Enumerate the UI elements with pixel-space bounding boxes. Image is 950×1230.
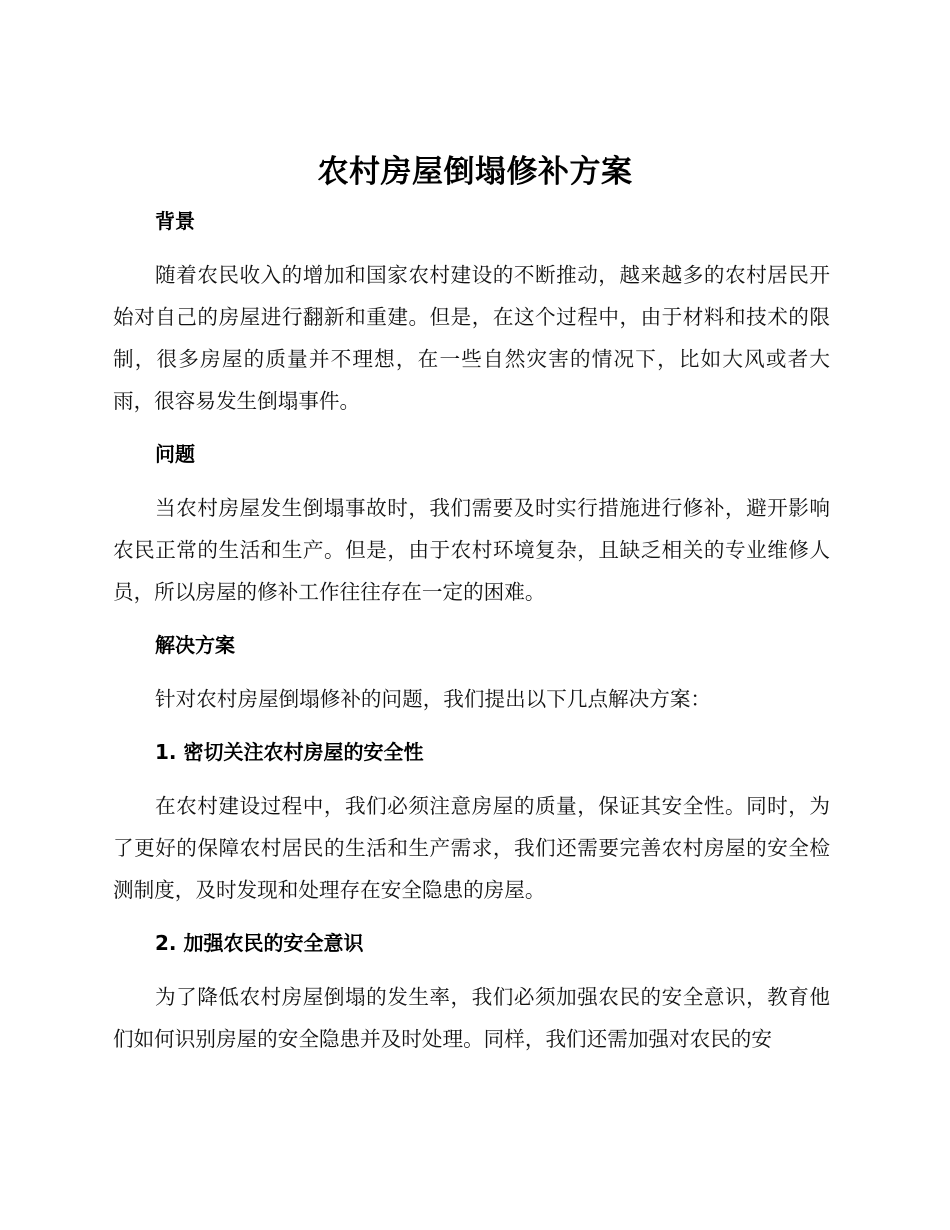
section-heading: 2. 加强农民的安全意识 — [155, 931, 364, 955]
section-paragraph: 为了降低农村房屋倒塌的发生率，我们必须加强农民的安全意识，教育他们如何识别房屋的安全隐患并及时处理。同样，我们还需加强对农民的安 — [113, 985, 830, 1051]
section-heading: 1. 密切关注农村房屋的安全性 — [155, 740, 424, 764]
section-problem — [113, 434, 830, 625]
section-paragraph: 针对农村房屋倒塌修补的问题，我们提出以下几点解决方案： — [155, 687, 712, 711]
section-heading: 问题 — [155, 442, 195, 466]
section-background — [113, 201, 830, 434]
section-paragraph: 当农村房屋发生倒塌事故时，我们需要及时实行措施进行修补，避开影响农民正常的生活和生产。但是，由于农村环境复杂，且缺乏相关的专业维修人员，所以房屋的修补工作往往存在一定的困难。 — [113, 496, 830, 604]
section-heading: 解决方案 — [155, 633, 235, 657]
document-body — [113, 201, 830, 1060]
section-heading: 背景 — [155, 209, 195, 233]
section-solution-2 — [113, 923, 830, 1060]
document-title: 农村房屋倒塌修补方案 — [317, 154, 633, 190]
section-paragraph: 在农村建设过程中，我们必须注意房屋的质量，保证其安全性。同时，为了更好的保障农村居民的生活和生产需求，我们还需要完善农村房屋的安全检测制度，及时发现和处理存在安全隐患的房屋。 — [113, 794, 830, 902]
section-paragraph: 随着农民收入的增加和国家农村建设的不断推动，越来越多的农村居民开始对自己的房屋进行翻新和重建。但是，在这个过程中，由于材料和技术的限制，很多房屋的质量并不理想，在一些自然灾害的情况下，比如大风或者大雨，很容易发生倒塌事件。 — [113, 263, 830, 413]
section-solution — [113, 625, 830, 732]
section-solution-1 — [113, 732, 830, 923]
